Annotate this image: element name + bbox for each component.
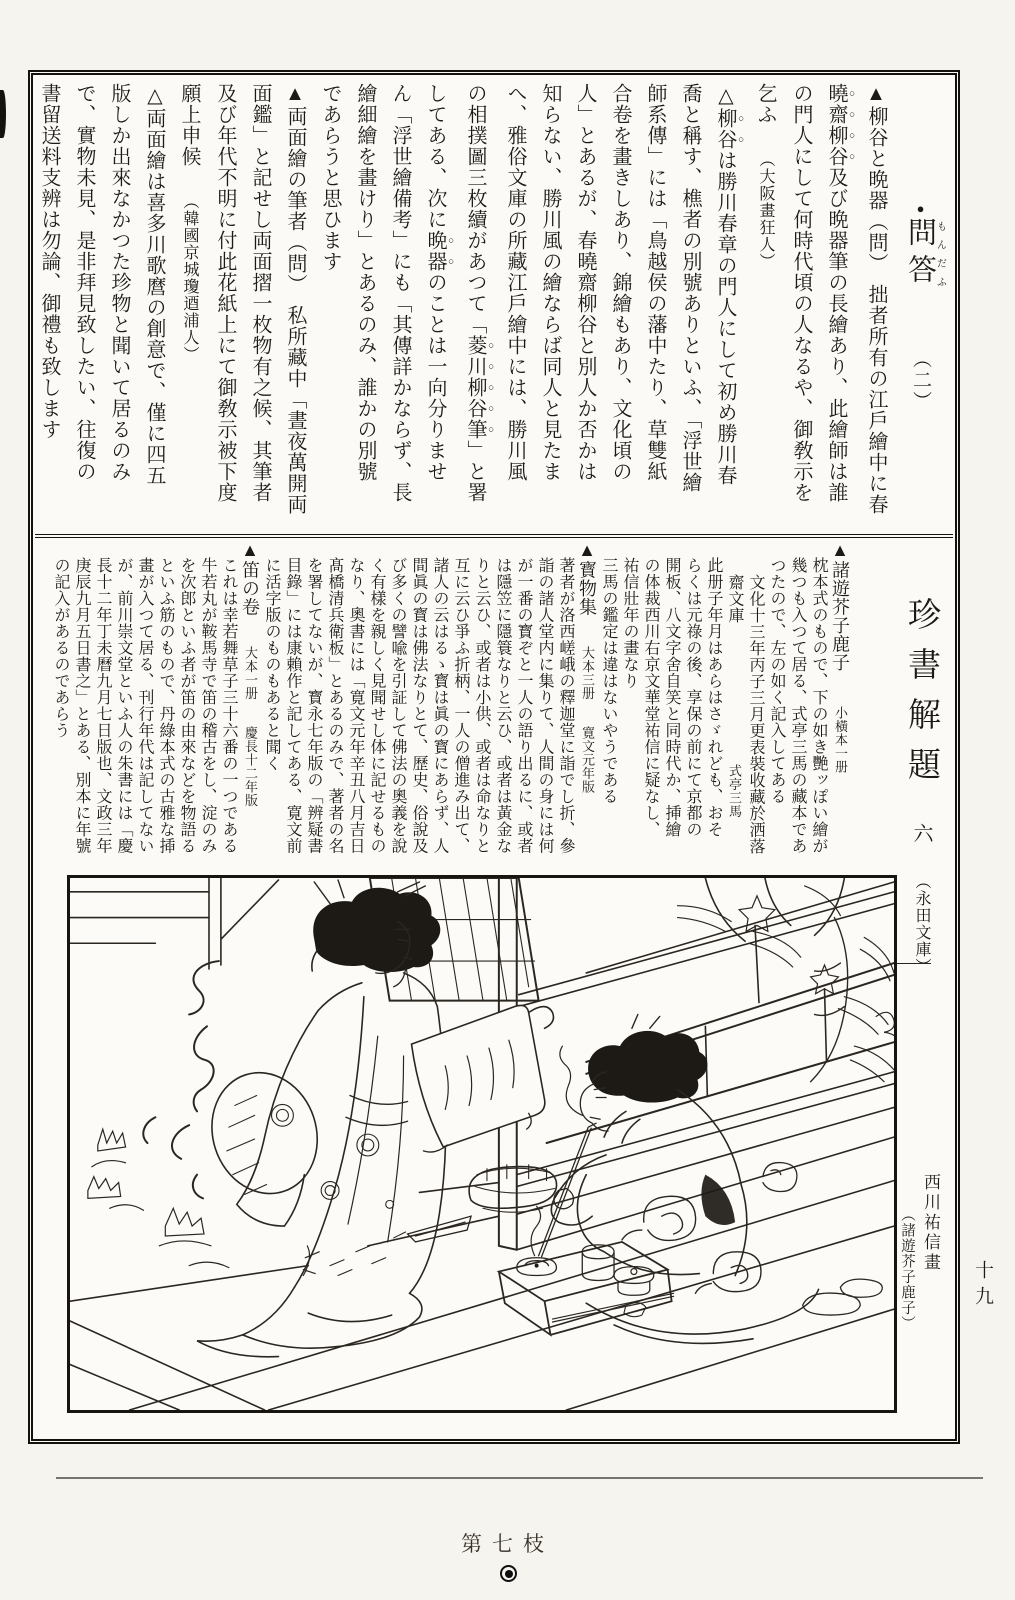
bib-library: （永田文庫） [913,873,930,975]
text-column: ▲両面繪の筆者（問）私所藏中「晝夜萬開両 [284,83,306,515]
illustration-caption [897,1173,943,1423]
text-column: び多くの譬喩を引証して佛法の奧義を說 [389,557,406,854]
text-column: が、前川崇文堂といふ人の朱書には「慶 [115,557,132,854]
bib-title: 珍書解題 [903,597,939,797]
source-caption: （諸遊芥子鹿子） [899,1207,915,1331]
text-column: 目錄」には康賴作と記してある、寛文前 [284,557,301,854]
text-column: つたので、左の如く記入してある [768,557,785,805]
text-column: が一番の寳ぞと一人の語り出るに、或者 [515,557,532,854]
text-column: 人」とあるが、春曉齋柳谷と別人か否かは [574,83,596,482]
qa-title: 問答もんだふ [904,217,946,291]
text-column: の相撲圖三枚續があつて「菱川柳谷筆」と署 [464,83,486,503]
qa-title-furigana: もんだふ [934,217,946,291]
text-column: へ、雅俗文庫の所藏江戶繪中には、勝川風 [504,83,526,482]
qa-title-column [893,201,947,535]
text-column: これは幸若舞草子三十六番の一つである [220,557,237,854]
text-column: 著者が洛西嵯峨の釋迦堂に詣でし折、參 [557,557,574,854]
text-column: 願上申候（韓國京城瓊逎浦人） [178,83,200,363]
text-column: の体裁西川右京文華堂祐信に疑なし、 [642,557,659,838]
text-column: を次郎といふ者が笛の由來などを物語る [178,557,195,854]
text-column: 開板、八文字舍自笑と同時代か、挿繪 [663,557,680,838]
text-column: く有樣を親しく見聞せし体に記せるもの [368,557,385,854]
text-column: 枕本式のもので、下の如き艷ッぽい繪が [810,557,827,854]
bib-title-column [898,597,945,1077]
caption-separator-line [897,963,931,964]
text-column: ▲諸遊芥子鹿子小橫本一册 [830,540,850,773]
text-column: ▲寳物集大本三册寛文元年版 [577,540,597,794]
footer-rule [56,1477,983,1479]
text-column: 知らない、勝川風の繪ならば同人と見たま [539,83,561,482]
text-column: 諸人の云はるゝ寳は眞の寳にあらず、人 [431,557,448,854]
text-column: 及び年代不明に付此花紙上にて御敎示被下度 [214,83,236,503]
text-column: 書留送料支辨は勿論、御禮も致します [38,83,60,440]
bib-section [45,540,851,882]
text-column: ん「浮世繪備考」にも「其傳詳かならず、長 [389,83,411,503]
text-column: 間眞の寳は佛法なりとて、歷史、俗說及 [410,557,427,854]
text-column: 乞ふ（大阪畫狂人） [754,83,776,270]
text-column: りと云ひ、或者は小供、或者は命なりと [473,557,490,854]
text-column: 畫が入つて居る、刊行年代は記してない [136,557,153,854]
text-column: 互に云ひ爭ふ折柄、一人の僧進み出て、 [452,557,469,854]
text-column: 齋文庫式亭三馬 [726,574,743,818]
text-column: 牛若丸が鞍馬寺で笛の稽古をし、淀のみ [199,557,216,854]
bib-volume: 六 [910,823,932,843]
page-frame [28,70,960,1444]
text-column: ▲笛の卷大本一册慶長十二年版 [240,540,260,807]
section-bullet-icon: ● [913,201,928,217]
text-column: 喬と稱す、樵者の別號ありといふ、「浮世繪 [679,83,701,493]
text-column: 幾つも入つて居る、式亭三馬の藏本であ [789,557,806,854]
artist-caption: 西川祐信畫 [921,1173,940,1273]
text-column: の記入があるのであらう [52,557,69,739]
scan-artifact [0,90,6,138]
text-column: 此册子年月はあらはさゞれども、おそ [705,557,722,838]
text-column: 面鑑」と記せし両面摺一枚物有之候、其筆者 [249,83,271,503]
text-column: に活字版のものもあると聞く [263,557,280,772]
text-column: 髙橋清兵衛板」とあるのみで、著者の名 [326,557,343,854]
text-column: 祐信壯年の畫なり [621,557,638,689]
text-column: ▲柳谷と晩器（問）拙者所有の江戶繪中に春 [865,83,887,515]
text-column: 庚辰九月五日書之」とある、別本に年號 [73,557,90,854]
text-column: であらうと思ひます [319,83,341,272]
woodblock-drawing [70,878,894,1410]
text-column: △柳谷は勝川春章の門人にして初め勝川春 [714,83,736,486]
text-column: 師系傳」には「鳥越侯の藩中たり、草雙紙 [644,83,666,482]
page-number: 十九 [972,1260,993,1312]
text-column: 合卷を畫きしあり、錦繪もあり、文化頃の [609,83,631,482]
text-column: の門人にして何時代頃の人なるや、御敎示を [790,83,812,503]
text-column: なり、奧書には「寛文元年辛丑八月吉日 [347,557,364,854]
text-column: 繪細繪を畫けり」とあるのみ、誰かの別號 [354,83,376,482]
qa-issue-number: （二） [910,349,931,412]
footer-caption: 第七枝 [461,1532,554,1556]
text-column: 曉齋柳谷及び晩器筆の長繪あり、此繪師は誰 [825,83,847,503]
text-column: で、實物未見、是非拜見致したい、往復の [73,83,95,482]
text-column: らくは元祿の後、享保の前にて京都の [684,557,701,838]
text-column: 文化十三年丙子三月更表裝收藏於洒落 [747,574,764,855]
section-divider [35,534,953,538]
text-column: を署してないが、寳永七年版の「辨疑書 [305,557,322,854]
text-column: 長十二年丁未曆九月七日版也、文政三年 [94,557,111,854]
woodblock-illustration [67,875,897,1413]
text-column: 三馬の鑑定は違はないやうである [600,557,617,805]
text-column: 詣の諸人堂内に集りて、人間の身には何 [536,557,553,854]
text-column: といふ筋のもので、丹綠本式の古雅な揷 [157,557,174,854]
qa-section [38,83,947,535]
text-column: △両面繪は喜多川歌麿の創意で、僅に四五 [143,83,165,486]
text-column: 版しか出來なかつた珍物と聞いて居るのみ [108,83,130,482]
text-column: してある、次に晩器のことは一向分りませ [424,83,446,482]
text-column: は隱笠に隱簑なりと云ひ、或者は黃金な [494,557,511,854]
bullseye-icon [500,1565,517,1582]
